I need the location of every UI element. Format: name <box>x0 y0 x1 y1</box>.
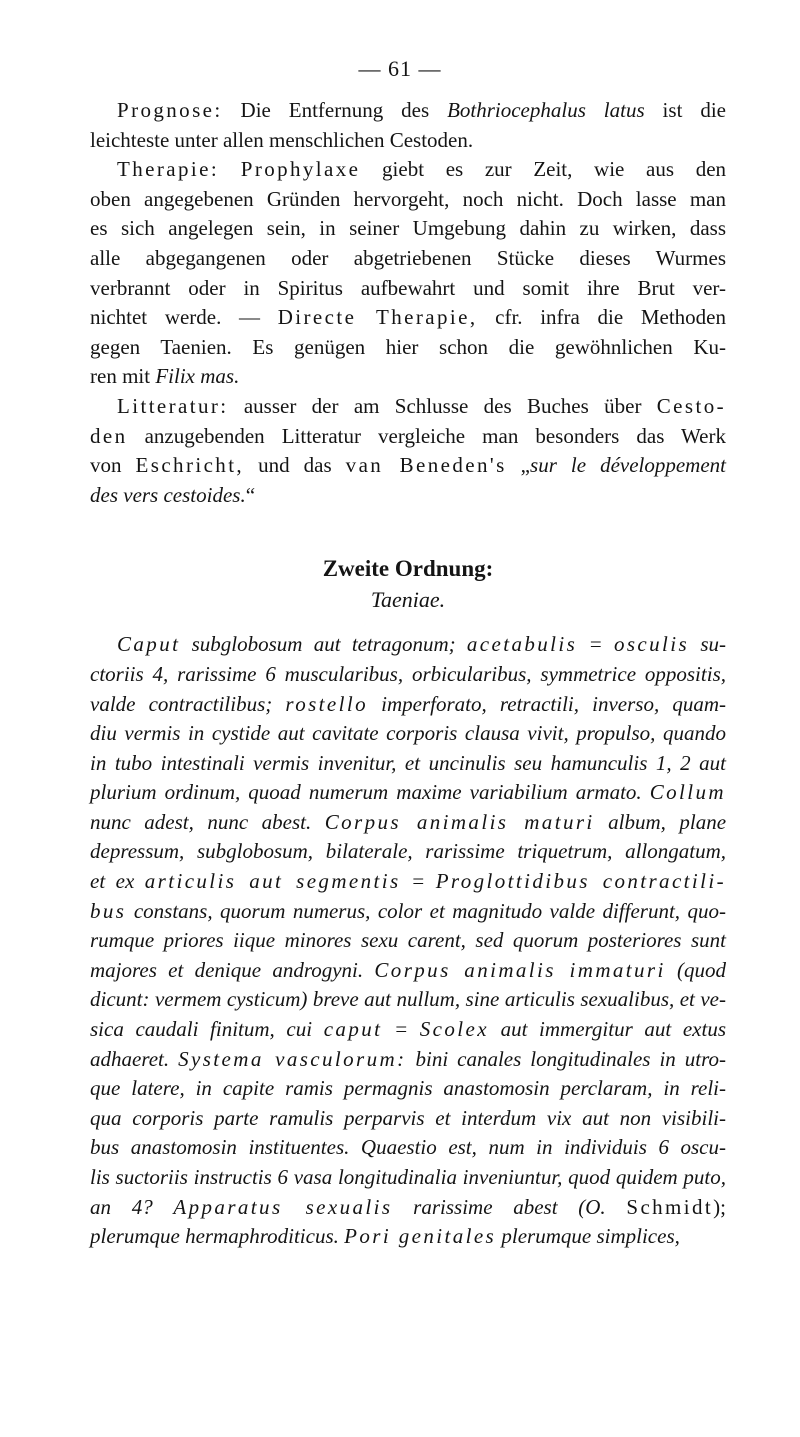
text-span: und das <box>244 453 346 478</box>
text-span: ausser der am Schlusse des Buches über <box>228 393 657 418</box>
text-span: rarissime abest (O. <box>392 1194 627 1219</box>
text-span: sica caudali finitum, cui <box>90 1017 324 1042</box>
text-span: oben angegebenen Gründen hervorgeht, noch nicht. Doch lasse man <box>90 186 726 211</box>
text-span: dicunt: vermem cysticum) breve aut nullum, sine articulis sexualibus, et ve- <box>90 987 726 1012</box>
spaced-term: Proglottidibus contractili- <box>435 869 727 894</box>
text-span: nunc adest, nunc abest. <box>90 809 325 834</box>
text-span: ctoriis 4, rarissime 6 muscularibus, orbicularibus, symmetrice oppositis, <box>90 661 726 686</box>
section-subheading: Taeniae. <box>370 587 446 613</box>
text-span: majores et denique androgyni. <box>90 957 375 982</box>
text-span: plurium ordinum, quoad numerum maxime variabilium armato. <box>90 780 650 805</box>
text-span: depressum, subglobosum, bilaterale, rarissime triquetrum, allongatum, <box>90 839 726 864</box>
spaced-term: Schmidt <box>626 1194 714 1219</box>
text-span: bini canales longitudinales in utro- <box>406 1046 726 1071</box>
text-line <box>90 185 726 215</box>
text-span: plerumque hermaphroditicus. <box>90 1224 345 1249</box>
spaced-term: Therapie: <box>117 157 220 182</box>
text-span: „ <box>506 453 531 478</box>
text-line <box>90 1133 726 1163</box>
text-span: alle abgegangenen oder abgetriebenen Stücke dieses Wurmes <box>90 245 726 270</box>
text-line <box>90 451 726 481</box>
text-line <box>90 749 726 779</box>
text-span: in tubo intestinali vermis invenitur, et uncinulis seu hamunculis 1, 2 aut <box>90 750 726 775</box>
text-line <box>90 630 726 660</box>
text-line <box>90 660 726 690</box>
text-span: = <box>382 1017 420 1042</box>
italic-term: Bothriocephalus latus <box>447 98 645 122</box>
text-line <box>90 778 726 808</box>
text-span: ren mit <box>90 364 156 389</box>
text-line <box>90 274 726 304</box>
text-line <box>90 897 726 927</box>
text-line <box>90 719 726 749</box>
text-line <box>90 422 726 452</box>
text-span: nichtet werde. — <box>90 305 278 330</box>
text-line <box>90 690 726 720</box>
text-span: rumque priores iique minores sexu carent, sed quorum posteriores sunt <box>90 928 726 953</box>
text-span: subglobosum aut tetragonum; <box>180 632 467 657</box>
page-body <box>90 96 726 1252</box>
text-line <box>90 867 726 897</box>
spaced-term: rostello <box>285 691 368 716</box>
text-span: cfr. infra die Methoden <box>477 305 726 330</box>
text-span: constans, quorum numerus, color et magnitudo valde differunt, quo- <box>126 898 726 923</box>
text-line <box>90 1074 726 1104</box>
spaced-term: Corpus animalis immaturi <box>374 957 666 982</box>
spaced-term: Collum <box>649 780 726 805</box>
italic-term: Filix mas. <box>155 364 240 389</box>
text-span: lis suctoriis instructis 6 vasa longitudinalia inveniuntur, quod quidem puto, <box>90 1165 726 1189</box>
text-line <box>90 985 726 1015</box>
text-line <box>90 1222 726 1252</box>
text-line <box>90 155 726 185</box>
spaced-term: Apparatus sexualis <box>173 1194 393 1219</box>
spaced-term: articulis aut segmentis <box>144 869 401 894</box>
spaced-term: Prognose: <box>117 98 223 122</box>
text-span: su- <box>689 632 727 657</box>
spaced-term: Systema vasculorum: <box>178 1046 407 1071</box>
section-heading: Zweite Ordnung: <box>322 556 494 582</box>
text-span: leichteste unter allen menschlichen Cestoden. <box>90 127 474 152</box>
text-line <box>90 126 726 156</box>
text-line <box>90 303 726 333</box>
text-line <box>90 96 726 126</box>
text-line <box>90 837 726 867</box>
text-span: es sich angelegen sein, in seiner Umgebung dahin zu wirken, dass <box>90 216 726 241</box>
text-span: album, plane <box>594 809 727 834</box>
spaced-term: van Beneden's <box>345 453 507 478</box>
text-line <box>90 1163 726 1193</box>
text-span: = <box>577 632 614 657</box>
text-line <box>90 481 726 511</box>
text-span: qua corporis parte ramulis perparvis et interdum vix aut non visibili- <box>90 1105 726 1130</box>
text-span: (quod <box>665 957 726 982</box>
spaced-term: Eschricht, <box>135 453 245 478</box>
text-span: “ <box>245 482 256 507</box>
spaced-term: Pori genitales <box>344 1224 497 1249</box>
text-span: ist die <box>644 98 726 122</box>
spaced-term: osculis <box>613 632 690 657</box>
text-line <box>90 1045 726 1075</box>
text-span: anzugebenden Litteratur vergleiche man besonders das Werk <box>127 423 726 448</box>
therapie-paragraph <box>90 155 726 392</box>
spaced-term: Cesto- <box>656 393 726 418</box>
spaced-term: den <box>90 423 128 448</box>
italic-term: sur le développement <box>530 453 727 478</box>
text-line <box>90 926 726 956</box>
text-span: et ex <box>90 869 145 894</box>
spaced-term: Corpus animalis maturi <box>324 809 595 834</box>
text-line <box>90 1193 726 1223</box>
text-span: von <box>90 453 136 478</box>
text-span: aut immergitur aut extus <box>488 1017 726 1042</box>
text-span: giebt es zur Zeit, wie aus den <box>360 157 727 182</box>
spaced-term: acetabulis <box>466 632 578 657</box>
litteratur-paragraph <box>90 392 726 510</box>
text-line <box>90 333 726 363</box>
text-span <box>219 157 241 181</box>
text-span: adhaeret. <box>90 1046 179 1071</box>
text-line <box>90 392 726 422</box>
spaced-term: Prophylaxe <box>240 157 361 182</box>
text-line <box>90 1104 726 1134</box>
text-span: Die Entfernung des <box>222 98 448 122</box>
text-span: an 4? <box>90 1194 174 1219</box>
text-line <box>90 808 726 838</box>
text-span: gegen Taenien. Es genügen hier schon die gewöhnlichen Ku- <box>90 334 726 359</box>
text-span: imperforato, retractili, inverso, quam- <box>368 691 726 716</box>
spaced-term: Scolex <box>419 1017 489 1042</box>
text-span: valde contractilibus; <box>90 691 286 716</box>
text-span: plerumque simplices, <box>496 1224 680 1249</box>
text-line <box>90 214 726 244</box>
text-line <box>90 956 726 986</box>
spaced-term: Litteratur: <box>117 393 229 418</box>
text-line <box>90 1015 726 1045</box>
text-line <box>90 244 726 274</box>
text-span: verbrannt oder in Spiritus aufbewahrt und somit ihre Brut ver- <box>90 275 726 300</box>
spaced-term: caput <box>323 1017 383 1042</box>
text-span: = <box>400 869 436 894</box>
text-span: que latere, in capite ramis permagnis anastomosin perclaram, in reli- <box>90 1076 726 1101</box>
text-span: diu vermis in cystide aut cavitate corporis clausa vivit, propulso, quando <box>90 721 726 746</box>
text-span: bus anastomosin instituentes. Quaestio est, num in individuis 6 oscu- <box>90 1135 726 1160</box>
spaced-term: Directe Therapie, <box>277 305 478 330</box>
text-line <box>90 362 726 392</box>
italic-term: des vers cestoides. <box>90 482 246 507</box>
text-span: ); <box>713 1194 726 1219</box>
page-number: — 61 — <box>358 56 442 81</box>
spaced-term: bus <box>90 898 127 923</box>
spaced-term: Caput <box>117 632 181 657</box>
prognose-paragraph <box>90 96 726 155</box>
taeniae-description <box>90 630 726 1251</box>
